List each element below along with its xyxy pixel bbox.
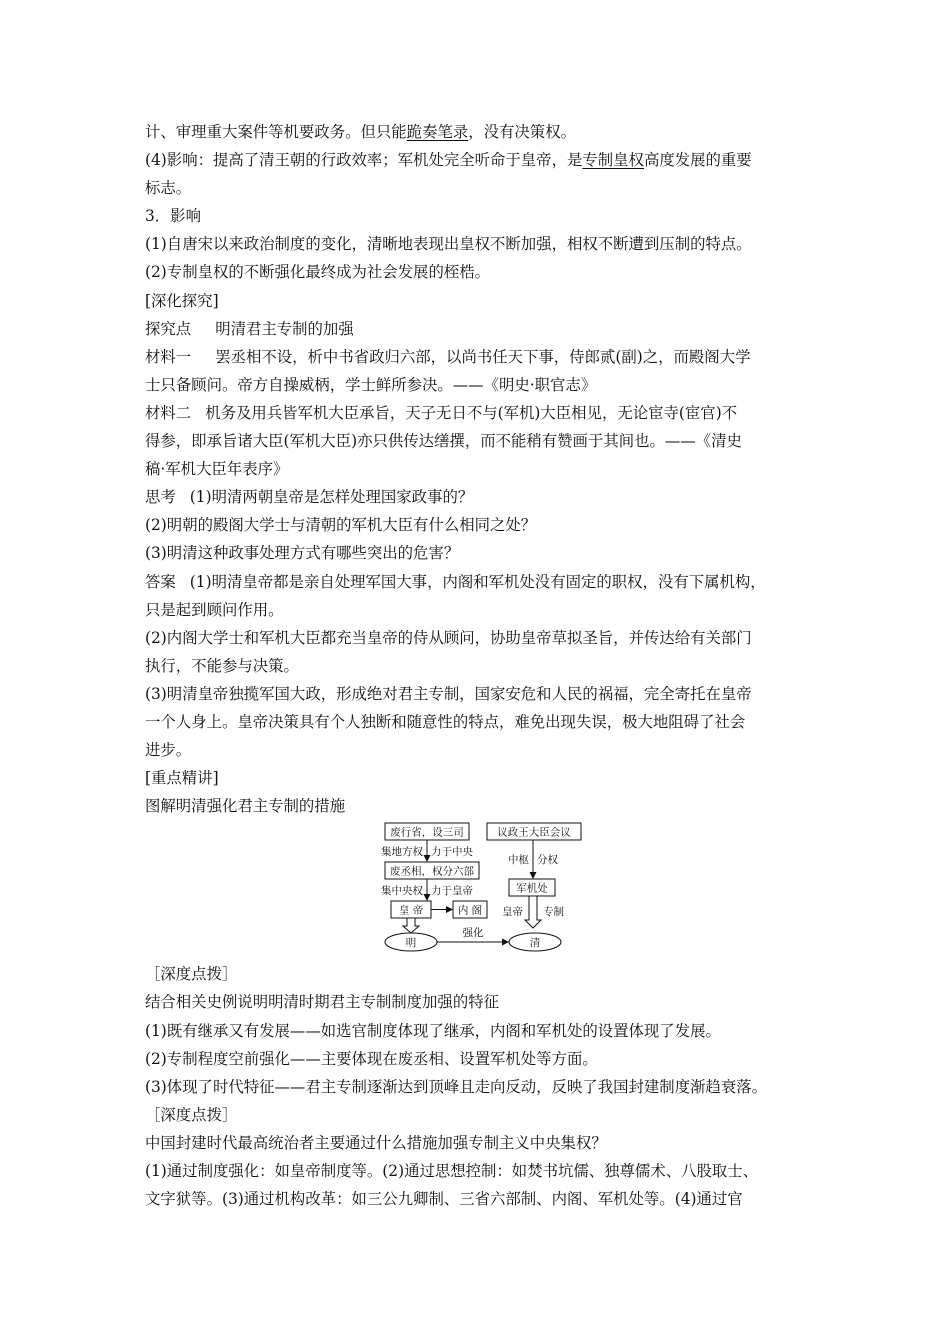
text-line: 图解明清强化君主专制的措施 xyxy=(145,797,346,816)
text-line: (1)自唐宋以来政治制度的变化，清晰地表现出皇权不断加强，相权不断遭到压制的特点。 xyxy=(145,235,752,254)
section-heading: ［深度点拨］ xyxy=(145,965,238,984)
label-divide-power: 分权 xyxy=(537,854,558,867)
text-line: 进步。 xyxy=(145,741,192,760)
text-line: 思考 (1)明清两朝皇帝是怎样处理国家政事的？ xyxy=(145,488,474,507)
label-to-emperor: 力于皇帝 xyxy=(431,885,473,898)
label-emperor: 皇帝 xyxy=(502,906,523,919)
underlined-term: 跪奏笔录 xyxy=(406,123,469,141)
text-line: 文字狱等。(3)通过机构改革：如三公九卿制、三省六部制、内阁、军机处等。(4)通过官 xyxy=(145,1190,743,1209)
text-line: 执行，不能参与决策。 xyxy=(145,656,299,675)
text-line: (3)体现了时代特征——君主专制逐渐达到顶峰且走向反动，反映了我国封建制度渐趋衰落。 xyxy=(145,1077,768,1096)
label-autocracy: 专制 xyxy=(543,906,564,919)
document-page xyxy=(145,118,815,1213)
section-heading: ［深度点拨］ xyxy=(145,1105,238,1124)
box-grand-council-label: 军机处 xyxy=(516,882,548,895)
text-line: 士只备顾问。帝方自操威柄，学士鲜所参决。——《明史·职官志》 xyxy=(145,375,597,394)
text-line: 只是起到顾问作用。 xyxy=(145,600,284,619)
text-line: 计、审理重大案件等机要政务。但只能跪奏笔录，没有决策权。 xyxy=(145,123,576,141)
section-heading: [深化探究] xyxy=(145,291,219,310)
label-central-power: 集中央权 xyxy=(381,885,423,898)
text-line: 稿·军机大臣年表序》 xyxy=(145,460,289,479)
text-line: 得参，即承旨诸大臣(军机大臣)亦只供传达缮撰，而不能稍有赞画于其间也。——《清史 xyxy=(145,432,742,451)
text-line: 标志。 xyxy=(145,179,192,198)
text-line: 答案 (1)明清皇帝都是亲自处理军国大事，内阁和军机处没有固定的职权，没有下属机构， xyxy=(145,572,766,591)
ellipse-ming-label: 明 xyxy=(405,937,417,950)
text-line: (3)明清皇帝独揽军国大政，形成绝对君主专制，国家安危和人民的祸福，完全寄托在皇帝 xyxy=(145,684,752,703)
text-line: (1)通过制度强化：如皇帝制度等。(2)通过思想控制：如焚书坑儒、独尊儒术、八股取士、 xyxy=(145,1162,759,1180)
text-line: (2)专制皇权的不断强化最终成为社会发展的桎梏。 xyxy=(145,263,491,282)
diagram-svg xyxy=(373,820,593,954)
label-local-power: 集地方权 xyxy=(381,846,423,859)
text-line: (2)专制程度空前强化——主要体现在废丞相、设置军机处等方面。 xyxy=(145,1049,598,1068)
text-line: (4)影响：提高了清王朝的行政效率；军机处完全听命于皇帝，是专制皇权高度发展的重要 xyxy=(145,151,752,170)
text-line: (2)明朝的殿阁大学士与清朝的军机大臣有什么相同之处？ xyxy=(145,516,537,535)
box-cabinet-label: 内 阁 xyxy=(457,904,483,917)
label-strengthen: 强化 xyxy=(462,927,484,940)
box-deliberative-council-label: 议政王大臣会议 xyxy=(497,826,571,839)
underlined-term: 专制皇权 xyxy=(582,151,644,170)
label-to-center: 力于中央 xyxy=(431,846,473,859)
ellipse-qing-label: 清 xyxy=(529,937,541,950)
hollow-arrow-down xyxy=(403,918,419,933)
section-heading: 3．影响 xyxy=(145,207,201,226)
ming-qing-diagram xyxy=(145,820,815,960)
label-central: 中枢 xyxy=(508,854,529,867)
text-line: 材料二 机务及用兵皆军机大臣承旨，天子无日不与(军机)大臣相见，无论宦寺(宦官)不 xyxy=(145,403,738,422)
box-emperor-label: 皇 帝 xyxy=(398,904,424,917)
text-line: 探究点 明清君主专制的加强 xyxy=(145,319,354,338)
text-line: 材料一 罢丞相不设，析中书省政归六部，以尚书任天下事，侍郎贰(副)之，而殿阁大学 xyxy=(145,347,751,366)
text-line: (3)明清这种政事处理方式有哪些突出的危害？ xyxy=(145,544,460,563)
text-line: 中国封建时代最高统治者主要通过什么措施加强专制主义中央集权？ xyxy=(145,1133,607,1152)
text-line: 结合相关史例说明明清时期君主专制制度加强的特征 xyxy=(145,993,499,1012)
text-line: 一个人身上。皇帝决策具有个人独断和随意性的特点，难免出现失误，极大地阻碍了社会 xyxy=(145,712,746,731)
box-abolish-chancellor-label: 废丞相，权分六部 xyxy=(390,865,474,878)
text-line: (1)既有继承又有发展——如选官制度体现了继承，内阁和军机处的设置体现了发展。 xyxy=(145,1021,721,1040)
section-heading: [重点精讲] xyxy=(145,769,219,788)
box-abolish-province-label: 废行省，设三司 xyxy=(390,826,464,839)
text-line: (2)内阁大学士和军机大臣都充当皇帝的侍从顾问，协助皇帝草拟圣旨，并传达给有关部门 xyxy=(145,628,752,647)
hollow-arrow-down xyxy=(525,896,541,928)
